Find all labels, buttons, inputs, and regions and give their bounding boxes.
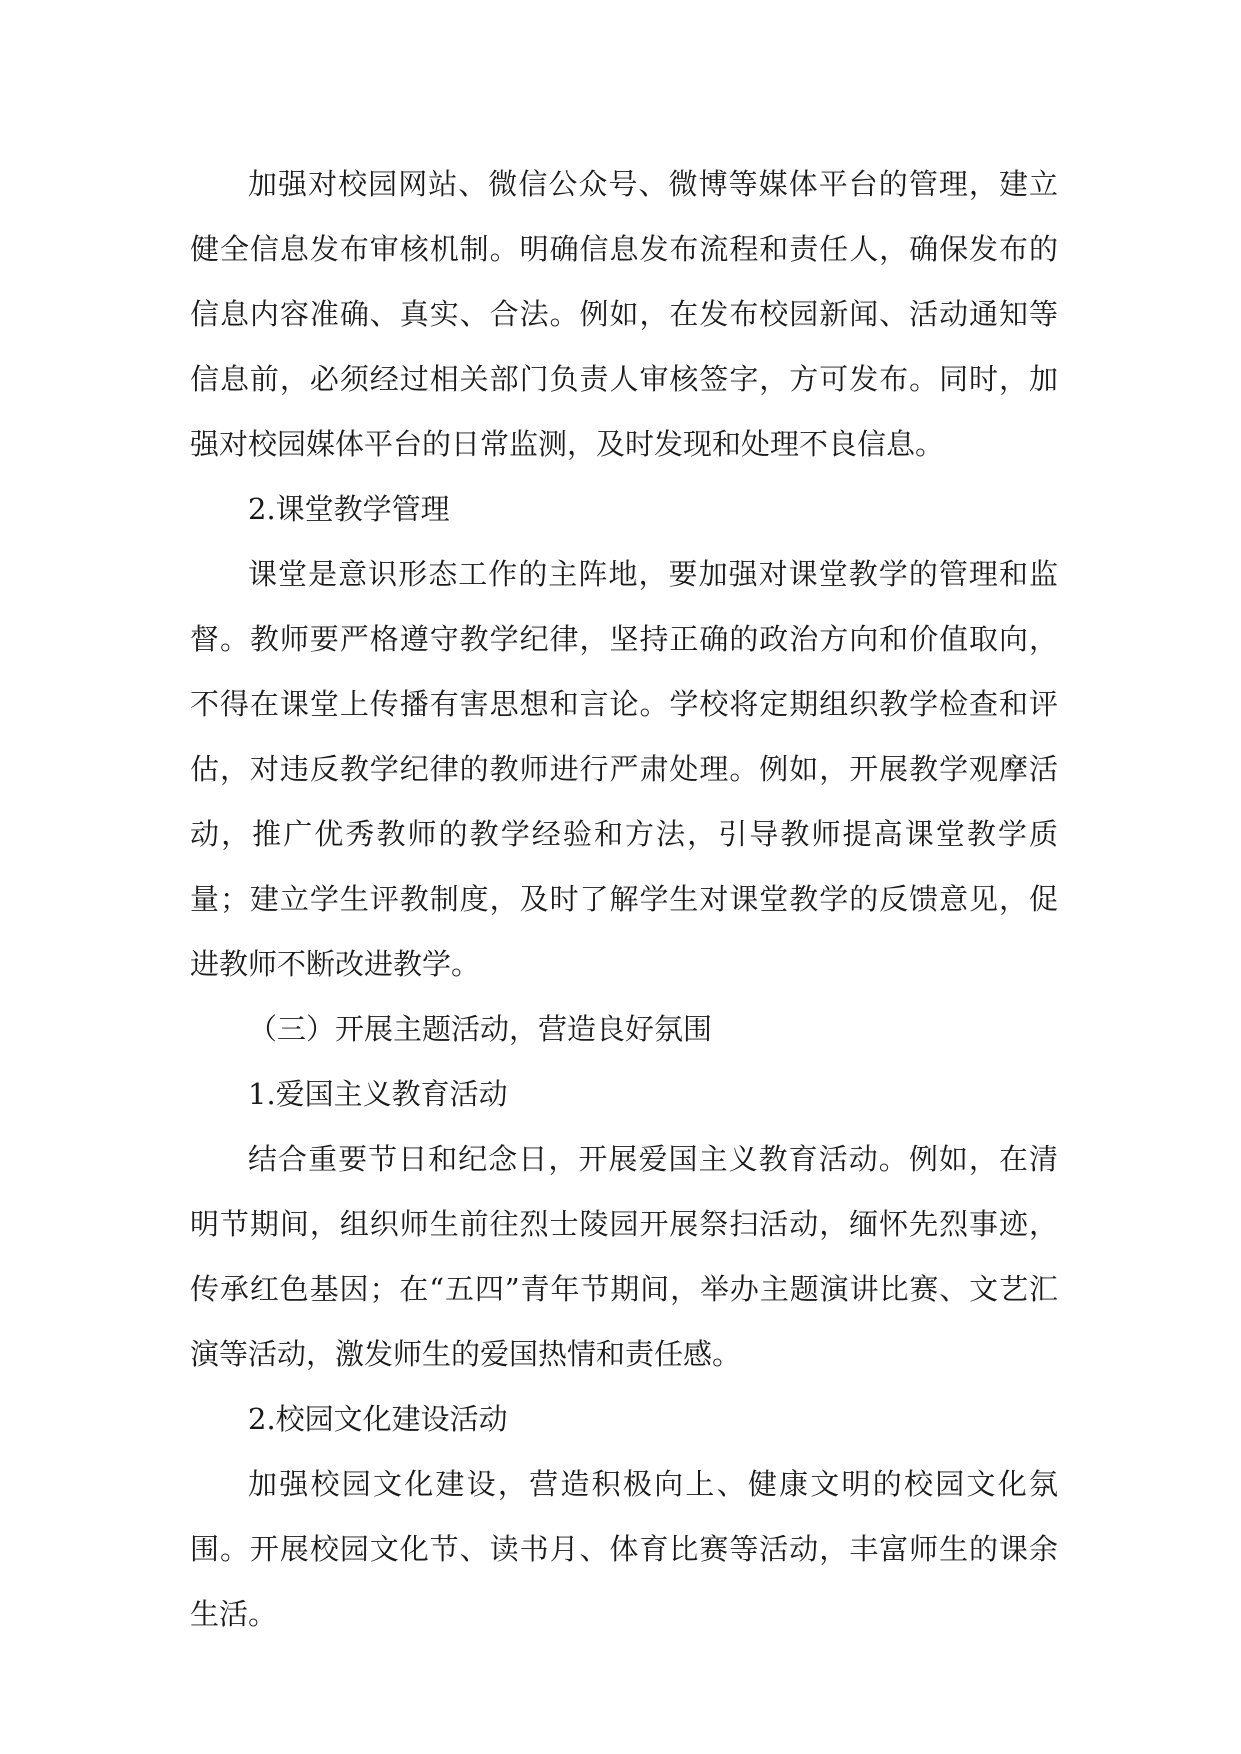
heading-classroom-teaching: 2.课堂教学管理	[248, 492, 450, 526]
paragraph-classroom-teaching: 课堂是意识形态工作的主阵地，要加强对课堂教学的管理和监督。教师要严格遵守教学纪律，坚持正确的政治方向和价值取向，不得在课堂上传播有害思想和言论。学校将定期组织教学检查和评估，对违反教学纪律的教师进行严肃处理。例如，开展教学观摩活动，推广优秀教师的教学经验和方法，引导教师提高课堂教学质量；建立学生评教制度，及时了解学生对课堂教学的反馈意见，促进教师不断改进教学。	[190, 557, 1058, 981]
paragraph-media-management: 加强对校园网站、微信公众号、微博等媒体平台的管理，建立健全信息发布审核机制。明确信息发布流程和责任人，确保发布的信息内容准确、真实、合法。例如，在发布校园新闻、活动通知等信息前，必须经过相关部门负责人审核签字，方可发布。同时，加强对校园媒体平台的日常监测，及时发现和处理不良信息。	[190, 167, 1058, 461]
document-body	[190, 152, 1058, 1647]
heading-patriotic-education: 1.爱国主义教育活动	[248, 1077, 508, 1111]
paragraph-patriotic-education: 结合重要节日和纪念日，开展爱国主义教育活动。例如，在清明节期间，组织师生前往烈士陵园开展祭扫活动，缅怀先烈事迹，传承红色基因；在“五四”青年节期间，举办主题演讲比赛、文艺汇演等活动，激发师生的爱国热情和责任感。	[190, 1142, 1058, 1371]
heading-campus-culture: 2.校园文化建设活动	[248, 1402, 508, 1436]
paragraph-campus-culture: 加强校园文化建设，营造积极向上、健康文明的校园文化氛围。开展校园文化节、读书月、体育比赛等活动，丰富师生的课余生活。	[190, 1467, 1058, 1631]
heading-theme-activities: （三）开展主题活动，营造良好氛围	[248, 1012, 713, 1046]
